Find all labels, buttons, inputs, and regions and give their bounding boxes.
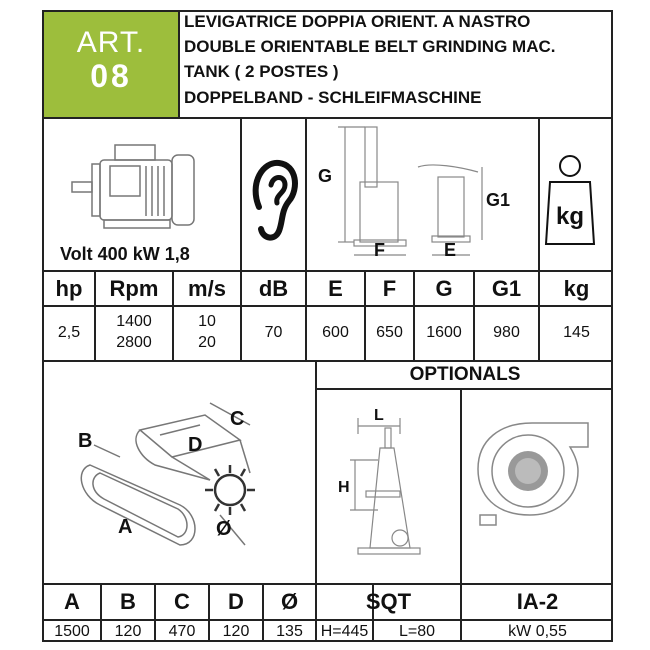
sqt-label-h: H xyxy=(338,479,350,496)
belt-drawing xyxy=(60,395,300,575)
divider xyxy=(315,388,613,390)
bottom-header-dia: Ø xyxy=(280,589,299,614)
value-kg: 145 xyxy=(563,324,590,341)
optionals-title: OPTIONALS xyxy=(409,364,521,385)
header-db: dB xyxy=(258,276,289,301)
bottom-value-c: 470 xyxy=(168,623,196,640)
dim-label-e: E xyxy=(444,240,457,260)
value-rpm-2: 2800 xyxy=(116,334,152,351)
value-ms-1: 10 xyxy=(198,313,216,330)
belt-label-dia: Ø xyxy=(216,518,232,540)
header-hp: hp xyxy=(55,276,83,301)
value-g: 1600 xyxy=(426,324,462,341)
bottom-header-a: A xyxy=(64,589,80,614)
ia2-fan-drawing xyxy=(470,405,600,535)
divider xyxy=(42,619,613,621)
sqt-label-l: L xyxy=(374,407,384,424)
weight-icon-label: kg xyxy=(555,203,585,230)
sqt-name: SQT xyxy=(365,589,412,614)
value-f: 650 xyxy=(376,324,403,341)
belt-label-b: B xyxy=(78,430,93,452)
bottom-header-c: C xyxy=(174,589,190,614)
bottom-value-dia: 135 xyxy=(276,623,303,640)
value-g1: 980 xyxy=(493,324,520,341)
belt-label-a: A xyxy=(118,516,133,538)
value-rpm-1: 1400 xyxy=(116,313,152,330)
value-ms-2: 20 xyxy=(198,334,216,351)
machine-dimension-drawing xyxy=(310,122,538,267)
divider xyxy=(42,270,613,272)
header-rpm: Rpm xyxy=(109,276,159,301)
title-line-it: LEVIGATRICE DOPPIA ORIENT. A NASTRO xyxy=(184,12,531,31)
divider xyxy=(42,583,613,585)
sqt-h-value: H=445 xyxy=(320,623,369,640)
dim-label-f: F xyxy=(374,240,385,260)
dim-label-g: G xyxy=(318,166,333,186)
bottom-value-a: 1500 xyxy=(54,623,90,640)
sqt-drawing xyxy=(330,398,450,573)
belt-label-d: D xyxy=(188,434,203,456)
value-e: 600 xyxy=(322,324,349,341)
header-ms: m/s xyxy=(188,276,226,301)
title-line-en: DOUBLE ORIENTABLE BELT GRINDING MAC. xyxy=(184,37,556,56)
header-f: F xyxy=(382,276,397,301)
ia2-value: kW 0,55 xyxy=(508,623,567,640)
header-g: G xyxy=(435,276,453,301)
divider xyxy=(42,305,613,307)
divider xyxy=(178,10,180,118)
divider xyxy=(42,117,613,119)
motor-caption: Volt 400 kW 1,8 xyxy=(60,244,190,264)
bottom-value-b: 120 xyxy=(114,623,142,640)
title-line-de: DOPPELBAND - SCHLEIFMASCHINE xyxy=(184,88,482,107)
article-label: ART. xyxy=(76,26,146,59)
header-e: E xyxy=(328,276,343,301)
article-number: 08 xyxy=(90,58,132,94)
motor-drawing xyxy=(60,140,220,235)
sqt-l-value: L=80 xyxy=(398,623,436,640)
bottom-value-d: 120 xyxy=(222,623,250,640)
header-g1: G1 xyxy=(491,276,522,301)
weight-icon xyxy=(542,150,598,246)
title-line-fr: TANK ( 2 POSTES ) xyxy=(184,62,339,81)
ear-icon xyxy=(245,155,303,245)
divider xyxy=(42,360,613,362)
bottom-header-d: D xyxy=(228,589,244,614)
dim-label-g1: G1 xyxy=(486,190,511,210)
value-db: 70 xyxy=(264,324,283,341)
value-hp: 2,5 xyxy=(57,324,81,341)
ia2-name: IA-2 xyxy=(516,589,559,614)
belt-label-c: C xyxy=(230,408,245,430)
bottom-header-b: B xyxy=(120,589,136,614)
header-kg: kg xyxy=(563,276,590,301)
